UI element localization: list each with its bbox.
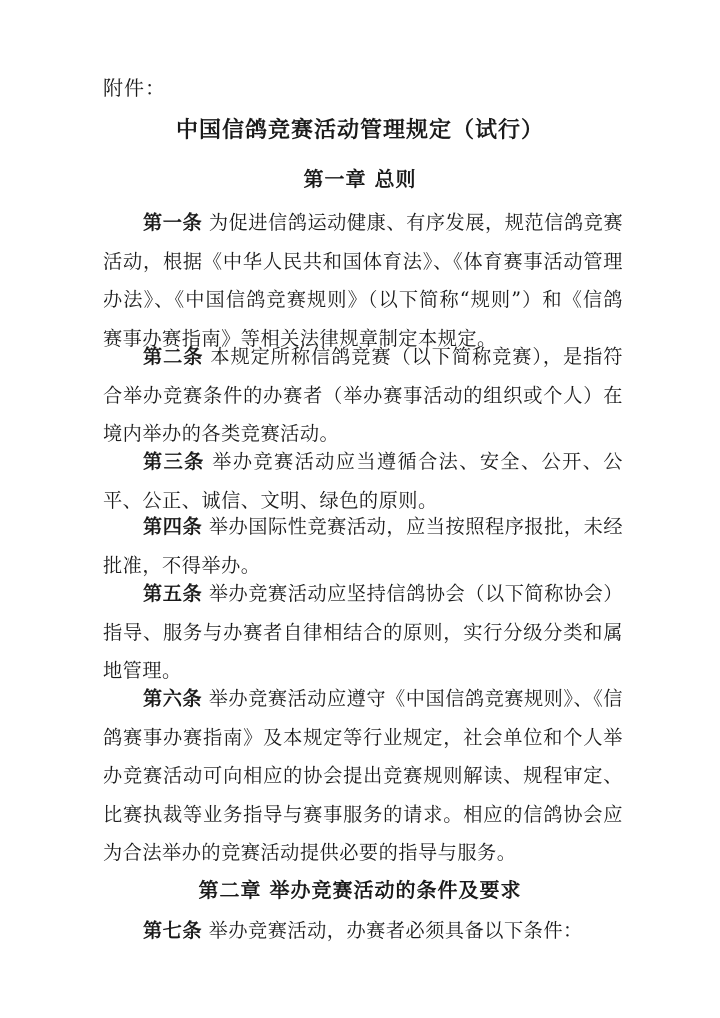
article-paragraph <box>103 575 623 691</box>
article-text: 举办竞赛活动应当遵循合法、安全、公开、公平、公正、诚信、文明、绿色的原则。 <box>103 450 623 512</box>
article-text: 举办竞赛活动应遵守《中国信鸽竞赛规则》、《信鸽赛事办赛指南》及本规定等行业规定，社会单位和个人举办竞赛活动可向相应的协会提出竞赛规则解读、规程审定、比赛执裁等业务指导与赛事服务的请求。相应的信鸽协会应为合法举办的竞赛活动提供必要的指导与服务。 <box>103 687 623 865</box>
article-paragraph <box>103 912 623 951</box>
article-paragraph <box>103 204 623 358</box>
chapter-heading: 第一章 总则 <box>303 167 417 191</box>
chapter-heading: 第二章 举办竞赛活动的条件及要求 <box>198 878 522 902</box>
article-number: 第七条 <box>143 919 203 942</box>
attachment-label: 附件： <box>103 76 166 100</box>
article-text: 举办竞赛活动应坚持信鸽协会（以下简称协会）指导、服务与办赛者自律相结合的原则，实行分级分类和属地管理。 <box>103 582 624 683</box>
article-text: 为促进信鸽运动健康、有序发展，规范信鸽竞赛活动，根据《中华人民共和国体育法》、《体育赛事活动管理办法》、《中国信鸽竞赛规则》（以下简称“规则”）和《信鸽赛事办赛指南》等相关法律规章制定本规定。 <box>103 211 624 350</box>
article-number: 第二条 <box>143 345 204 368</box>
article-paragraph <box>103 508 623 585</box>
article-paragraph <box>103 338 623 454</box>
article-text: 举办国际性竞赛活动，应当按照程序报批，未经批准，不得举办。 <box>103 515 624 577</box>
article-number: 第四条 <box>143 515 203 538</box>
article-number: 第五条 <box>143 582 203 605</box>
article-number: 第一条 <box>143 211 203 234</box>
article-number: 第三条 <box>143 450 205 473</box>
article-paragraph <box>103 680 623 873</box>
article-text: 本规定所称信鸽竞赛（以下简称竞赛），是指符合举办竞赛条件的办赛者（举办赛事活动的组织或个人）在境内举办的各类竞赛活动。 <box>103 345 623 446</box>
article-number: 第六条 <box>143 687 203 710</box>
document-title: 中国信鸽竞赛活动管理规定（试行） <box>175 118 544 143</box>
article-text: 举办竞赛活动，办赛者必须具备以下条件： <box>208 919 583 942</box>
